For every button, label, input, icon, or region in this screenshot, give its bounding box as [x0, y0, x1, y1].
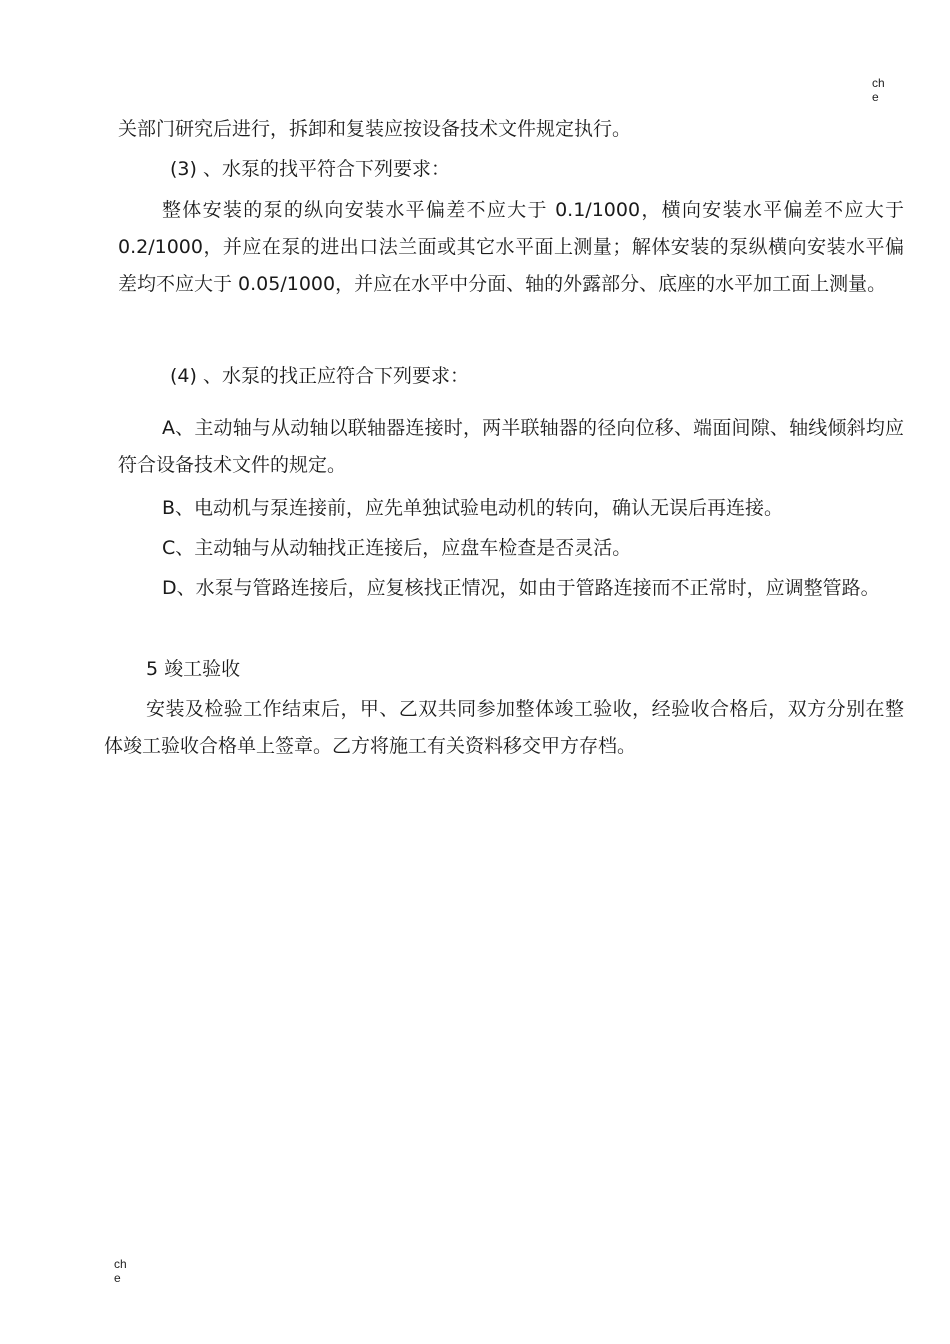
paragraph-completion-acceptance: 安装及检验工作结束后，甲、乙双共同参加整体竣工验收，经验收合格后，双方分别在整体竣工验收合格单上签章。乙方将施工有关资料移交甲方存档。 [104, 698, 904, 757]
paragraph-leveling-requirements: 整体安装的泵的纵向安装水平偏差不应大于 0.1/1000，横向安装水平偏差不应大于 0.2/1000，并应在泵的进出口法兰面或其它水平面上测量；解体安装的泵纵横向安装水平偏差均不应大于 0.05/1000，并应在水平中分面、轴的外露部分、底座的水平加工面上测量。 [118, 199, 904, 295]
subheading-pump-alignment: (4) 、水泵的找正应符合下列要求： [170, 365, 469, 387]
paragraph-item-d: D、水泵与管路连接后，应复核找正情况，如由于管路连接而不正常时，应调整管路。 [162, 577, 880, 599]
subheading-pump-leveling: (3) 、水泵的找平符合下列要求： [170, 158, 450, 180]
header-mark: che [872, 76, 885, 104]
paragraph-continuation: 关部门研究后进行，拆卸和复装应按设备技术文件规定执行。 [118, 118, 632, 140]
section-heading-completion-acceptance: 5 竣工验收 [146, 658, 241, 680]
paragraph-item-b: B、电动机与泵连接前，应先单独试验电动机的转向，确认无误后再连接。 [162, 497, 784, 519]
paragraph-item-c: C、主动轴与从动轴找正连接后，应盘车检查是否灵活。 [162, 537, 632, 559]
footer-mark: che [114, 1257, 127, 1285]
paragraph-item-a: A、主动轴与从动轴以联轴器连接时，两半联轴器的径向位移、端面间隙、轴线倾斜均应符合设备技术文件的规定。 [118, 417, 904, 476]
